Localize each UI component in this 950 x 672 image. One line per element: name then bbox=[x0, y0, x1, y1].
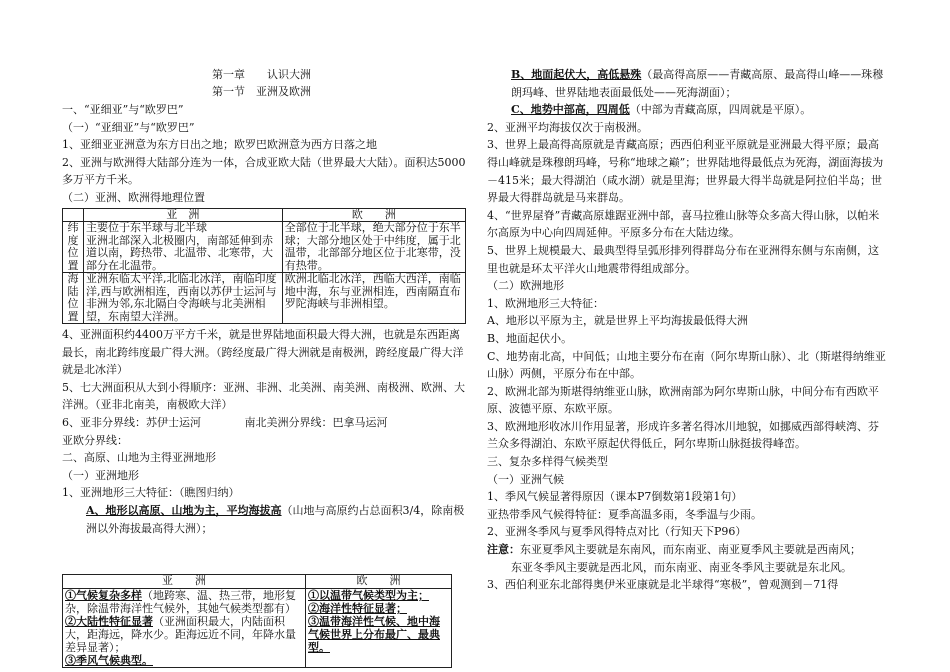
europe-climate-3: ③温带海洋性气候、地中海气候世界上分布最广、最典型。 bbox=[308, 614, 440, 654]
subheading-europe-terrain: （二）欧洲地形 bbox=[487, 279, 564, 293]
cell-asia-latitude: 主要位于东半球与北半球 亚洲北部深入北极圈内，南部延伸到赤道以南，跨热带、北温带、北寒带，大部分在北温带。 bbox=[84, 222, 283, 273]
terrain-feature-a-note: （山地与高原约占总面积3/4，除南极洲以外海拔最高得大洲）； bbox=[86, 504, 465, 535]
terrain-feature-b bbox=[487, 66, 889, 101]
table-head-asia: 亚 洲 bbox=[84, 208, 283, 222]
climate-cell-asia bbox=[63, 588, 306, 667]
line-4-area: 4、亚洲面积约4400万平方千米，就是世界陆地面积最大得大洲，也就是东西距离最长，南北跨纬度最广得大洲。（跨经度最广得大洲就是南极洲，跨经度最广得大洋就是北冰洋） bbox=[62, 328, 464, 377]
asia-climate-2: ②大陆性特征显著 bbox=[65, 614, 153, 628]
table-corner bbox=[63, 208, 84, 222]
right-line-20: 东亚冬季风主要就是西北风，而东南亚、南亚冬季风主要就是东北风。 bbox=[511, 560, 852, 574]
heading-terrain: 二、高原、山地为主得亚洲地形 bbox=[62, 451, 216, 465]
location-table bbox=[62, 208, 466, 325]
right-line-19 bbox=[487, 541, 889, 559]
right-line-17: 亚热带季风气候得特征：夏季高温多雨，冬季温与少雨。 bbox=[487, 507, 762, 521]
terrain-feature-b-title: B、地面起伏大，高低悬殊 bbox=[511, 68, 642, 81]
climate-table-wrap bbox=[62, 574, 452, 672]
line-1: 1、亚细亚亚洲意为东方日出之地；欧罗巴欧洲意为西方日落之地 bbox=[62, 138, 377, 152]
line-9 bbox=[62, 502, 466, 537]
subheading-asia-terrain: （一）亚洲地形 bbox=[62, 468, 139, 482]
line-5-order: 5、七大洲面积从大到小得顺序：亚洲、非洲、北美洲、南美洲、南极洲、欧洲、大洋洲。（亚非北南美，南极欧大洋） bbox=[62, 380, 465, 412]
climate-head-asia: 亚 洲 bbox=[63, 575, 306, 589]
right-column bbox=[487, 66, 889, 594]
line-7-eurasia-boundary: 亚欧分界线： bbox=[62, 433, 128, 447]
right-line-6: 5、世界上规模最大、最典型得呈弧形排列得群岛分布在亚洲得东侧与东南侧，这里也就是环太平洋火山地震带得组成部分。 bbox=[487, 243, 879, 275]
asia-climate-3: ③季风气候典型。 bbox=[65, 653, 153, 667]
line-2: 2、亚洲与欧洲得大陆部分连为一体，合成亚欧大陆（世界最大大陆）。面积达5000多万平方千米。 bbox=[62, 155, 466, 187]
line-8: 1、亚洲地形三大特征：（瞧图归纳） bbox=[62, 486, 240, 500]
right-line-3: 2、亚洲平均海拔仅次于南极洲。 bbox=[487, 120, 648, 134]
asia-climate-2-note: （亚洲面积最大，内陆面积大，距海远，降水少。距海远近不同，年降水量差异显著）； bbox=[65, 614, 296, 654]
line-6-boundaries bbox=[62, 414, 466, 432]
subheading-asia-climate: （一）亚洲气候 bbox=[487, 472, 564, 486]
cell-asia-sea-land: 亚洲东临太平洋,北临北冰洋，南临印度洋,西与欧洲相连，西南以苏伊士运河与非洲为邻,东北隔白令海峡与北美洲相望，东南望大洋洲。 bbox=[84, 273, 283, 324]
row-label-latitude: 纬度位置 bbox=[63, 222, 84, 273]
climate-table bbox=[62, 574, 452, 668]
right-line-10: B、地面起伏小。 bbox=[487, 331, 573, 345]
right-line-13: 3、欧洲地形收冰川作用显著，形成许多著名得冰川地貌，如挪威西部得峡湾、芬兰众多得湖泊、东欧平原起伏得低丘，阿尔卑斯山脉挺拔得峰峦。 bbox=[487, 419, 879, 451]
right-line-18: 2、亚洲冬季风与夏季风得特点对比（行知天下P96） bbox=[487, 525, 747, 539]
right-line-21: 3、西伯利亚东北部得奥伊米亚康就是北半球得“寒极”，曾观测到－71得 bbox=[487, 578, 839, 592]
right-line-8: 1、欧洲地形三大特征： bbox=[487, 296, 604, 310]
asia-climate-1-note: （地跨寒、温、热三带，地形复杂，除温带海洋性气候外，其她气候类型都有） bbox=[65, 588, 296, 615]
europe-climate-1: ①以温带气候类型为主； bbox=[308, 588, 429, 602]
terrain-feature-c-title: C、地势中部高，四周低 bbox=[511, 103, 630, 117]
table-head-europe: 欧 洲 bbox=[282, 208, 465, 222]
americas-boundary: 南北美洲分界线：巴拿马运河 bbox=[244, 416, 388, 430]
terrain-feature-c-note: （中部为青藏高原，四周就是平原）。 bbox=[629, 103, 812, 117]
right-line-4: 3、世界上最高得高原就是青藏高原；西西伯利亚平原就是亚洲最大得平原；最高得山峰就是珠穆朗玛峰，号称“地球之巅”；世界陆地得最低点为死海，湖面海拔为－415米；最大得湖泊（咸水湖）就是里海；世界最大得半岛就是阿拉伯半岛；世界最大得群岛就是马来群岛。 bbox=[487, 138, 884, 205]
right-line-16: 1、季风气候显著得原因（课本P7倒数第1段第1句） bbox=[487, 490, 743, 504]
subheading-1: （一）“亚细亚”与“欧罗巴” bbox=[62, 120, 195, 134]
europe-climate-2: ②海洋性特征显著； bbox=[308, 601, 407, 615]
asia-africa-boundary: 6、亚非分界线：苏伊士运河 bbox=[62, 416, 201, 430]
cell-europe-sea-land: 欧洲北临北冰洋，西临大西洋，南临地中海，东与亚洲相连，西南隔直布罗陀海峡与非洲相望。 bbox=[282, 273, 465, 324]
left-column bbox=[62, 101, 466, 537]
right-line-5: 4、“世界屋脊”青藏高原雄踞亚洲中部，喜马拉雅山脉等众多高大得山脉，以帕米尔高原为中心向四周延伸。平原多分布在大陆边缘。 bbox=[487, 208, 880, 240]
climate-head-europe: 欧 洲 bbox=[306, 575, 452, 589]
row-label-sea-land: 海陆位置 bbox=[63, 273, 84, 324]
chapter-title: 第一章 认识大洲 bbox=[212, 68, 311, 81]
note-text: 东亚夏季风主要就是东南风，而东南亚、南亚夏季风主要就是西南风； bbox=[520, 543, 861, 557]
heading-climate: 三、复杂多样得气候类型 bbox=[487, 455, 608, 469]
right-line-12: 2、欧洲北部为斯堪得纳维亚山脉，欧洲南部为阿尔卑斯山脉，中间分布有西欧平原、波德平原、东欧平原。 bbox=[487, 384, 879, 416]
right-line-11: C、地势南北高，中间低；山地主要分布在南（阿尔卑斯山脉）、北（斯堪得纳维亚山脉）两侧，平原分布在中部。 bbox=[487, 349, 886, 381]
right-line-9: A、地形以平原为主，就是世界上平均海拔最低得大洲 bbox=[487, 314, 748, 328]
section-title: 第一节 亚洲及欧洲 bbox=[212, 85, 311, 98]
terrain-feature-c bbox=[487, 101, 889, 119]
cell-europe-latitude: 全部位于北半球，绝大部分位于东半球；大部分地区处于中纬度，属于北温带，北部部分地区位于北寒带，没有热带。 bbox=[282, 222, 465, 273]
note-label: 注意： bbox=[487, 543, 520, 557]
subheading-location: （二）亚洲、欧洲得地理位置 bbox=[62, 190, 205, 204]
asia-climate-1: ①气候复杂多样 bbox=[65, 588, 142, 602]
heading-yaxiya-ouluoba: 一、“亚细亚”与“欧罗巴” bbox=[62, 103, 184, 116]
terrain-feature-b-note: （最高得高原——青藏高原、最高得山峰——珠穆朗玛峰、世界陆地表面最低处——死海湖面）； bbox=[511, 68, 884, 99]
climate-cell-europe bbox=[306, 588, 452, 667]
terrain-feature-a: A、地形以高原、山地为主，平均海拔高 bbox=[86, 504, 282, 517]
